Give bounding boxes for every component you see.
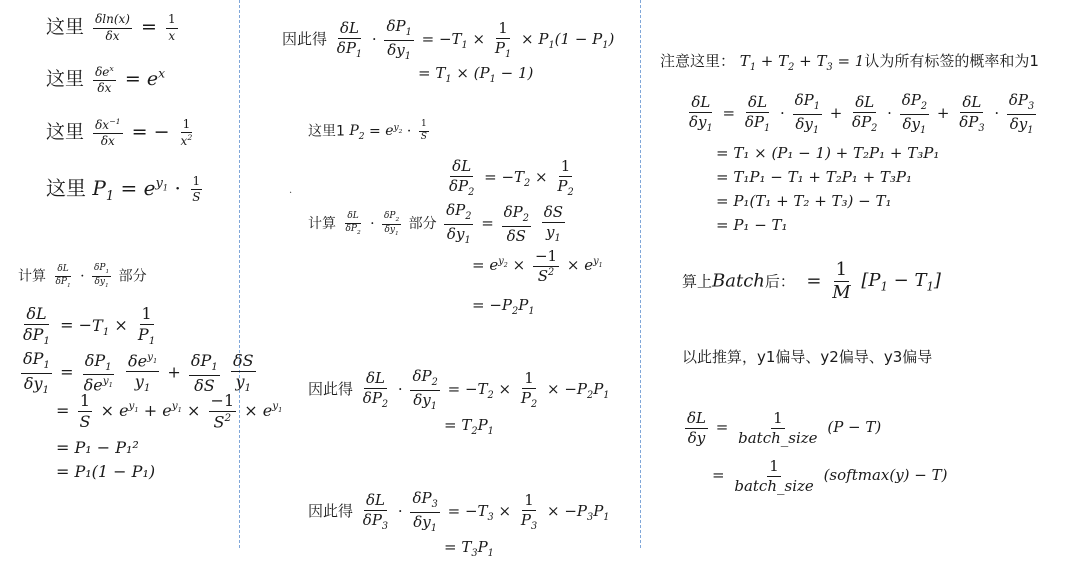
step-line: = T₁ × (P₁ − 1) + T₂P₁ + T₃P₁ [716,144,940,162]
eq-p1-definition: 这里 $P_1 = e^{y_1}$ · $\frac{1}{S}$ [46,173,201,204]
column-divider-right [640,0,641,548]
eq-dp1-dy1: $\frac{\delta P_1}{\delta y_1}$ = $\frac{\delta P_1}{\delta e^{y_1}}$ $\frac{\delta e^{y_1}}{y_1}$ + $\frac{\delta P_1}{\delta S}$ $\frac{\delta S}{y_1}$ [23,349,254,396]
infer-label: 以此推算，y1偏导、y2偏导、y3偏导 [682,348,933,366]
here-label: 这里 [46,68,85,90]
eq-therefore-3-result: = $T_3P_1$ [444,538,494,559]
here1-label: 这里1 [308,123,345,140]
here-label: 这里 [46,16,85,38]
here-label: 这里 [46,176,86,200]
therefore-label: 因此得 [308,380,354,399]
step-line: = T₁P₁ − T₁ + T₂P₁ + T₃P₁ [716,168,913,186]
eq-dl-dy: $\frac{\delta L}{\delta y}$ = $\frac{1}{\text{batch\_size}}$ (P − T) [687,409,882,447]
eq-derivative-inverse: 这里 $\frac{\delta x^{-1}}{\delta x}$ = − $\frac{1}{x^2}$ [46,116,193,148]
stray-dot [289,188,292,199]
eq-derivative-exp: 这里 $\frac{\delta e^x}{\delta x}$ = $e^x$ [46,63,166,95]
eq-dp2-dy1-expand: = $e^{y_2}$ × $\frac{-1}{S^2}$ × $e^{y_1}$ [472,247,603,285]
part-label: 部分 [408,216,437,233]
eq-therefore-1-result: = $T_1 \times (P_1 - 1)$ [418,64,534,85]
note-sum-equals-one: 注意这里： $T_1 + T_2 + T_3 = 1$认为所有标签的概率和为1 [660,52,1039,73]
eq-dl-dy1-sum: $\frac{\delta L}{\delta y_1}$ = $\frac{\delta L}{\delta P_1}$ · $\frac{\delta P_1}{\delta y_1}$ + $\frac{\delta L}{\delta P_2}$ · $\frac{\delta P_2}{\delta y_1}$ + $\frac{\delta L}{\delta P_3}$ · $\frac{\delta P_3}{\delta y_1}$ [689,91,1035,136]
note-tail: 认为所有标签的概率和为1 [864,52,1039,70]
therefore-label: 因此得 [308,502,354,521]
calc-label: 计算 [308,216,336,233]
after-batch-label: 算上 [682,272,713,291]
eq-after-batch: 算上Batch后： = $\frac{1}{M}$ $[P_1 - T_1]$ [682,259,941,303]
part-label: 部分 [118,268,147,285]
eq-dp1-dy1-expand: = $\frac{1}{S}$ × $e^{y_1} + e^{y_1}$ × $\frac{-1}{S^2}$ × $e^{y_1}$ [56,391,283,431]
eq-derivative-ln: 这里 $\frac{\delta\ln(x)}{\delta x}$ = $\frac{1}{x}$ [46,12,176,43]
therefore-label: 因此得 [282,30,328,49]
calc-part-2: 计算 $\frac{\delta L}{\delta P_2}$ · $\frac{\delta P_2}{\delta y_1}$ 部分 $\frac{\delta P_2}{\delta y_1}$ = $\frac{\delta P_2}{\delta S}$ $\frac{\delta S}{y_1}$ [308,201,564,246]
calc-part-heading: 计算 $\frac{\delta L}{\delta P_1}$ · $\frac{\delta P_1}{\delta y_1}$ 部分 [18,263,147,290]
step-line: = P₁(T₁ + T₂ + T₃) − T₁ [716,192,892,210]
eq-p2-definition: 这里1 $P_2 = e^{y_2}$ · $\frac{1}{S}$ [308,119,427,143]
result-line: = P₁(1 − P₁) [56,462,156,481]
infer-text [682,346,932,367]
eq-dl-dp1: $\frac{\delta L}{\delta P_1}$ = $-T_1$ × $\frac{1}{P_1}$ [23,304,156,347]
here-label: 这里 [46,121,85,143]
column-divider-left [239,0,240,548]
step-line: = P₁ − T₁ [716,216,788,234]
eq-dl-dp2: $\frac{\delta L}{\delta P_2}$ = $-T_2$ × $\frac{1}{P_2}$ [449,157,574,198]
eq-dl-dy1-steps [716,141,939,237]
calc-label: 计算 [18,268,46,285]
after-batch-tail: 后： [764,272,795,291]
batch-word: Batch [712,270,765,292]
eq-therefore-3: 因此得 $\frac{\delta L}{\delta P_3}$ · $\frac{\delta P_3}{\delta y_1}$ = $-T_3$ × $\frac{1}{P_3}$ × $-P_3P_1$ [308,489,610,534]
eq-dp2-dy1-result: = $-P_2P_1$ [472,296,535,317]
eq-therefore-1: 因此得 $\frac{\delta L}{\delta P_1}$ · $\frac{\delta P_1}{\delta y_1}$ = $-T_1$ × $\frac{1}{P_1}$ × $P_1(1 - P_1)$ [282,17,615,62]
eq-dl-dy-softmax: = $\frac{1}{\text{batch\_size}}$ (softmax(y) − T) [712,457,948,495]
result-line: = P₁ − P₁² [56,438,139,457]
eq-therefore-2-result: = $T_2P_1$ [444,416,494,437]
note-label: 注意这里： [660,52,736,70]
dot-mark: · [289,188,293,199]
eq-therefore-2: 因此得 $\frac{\delta L}{\delta P_2}$ · $\frac{\delta P_2}{\delta y_1}$ = $-T_2$ × $\frac{1}{P_2}$ × $-P_2P_1$ [308,367,610,412]
eq-dp1-dy1-result [56,436,155,484]
